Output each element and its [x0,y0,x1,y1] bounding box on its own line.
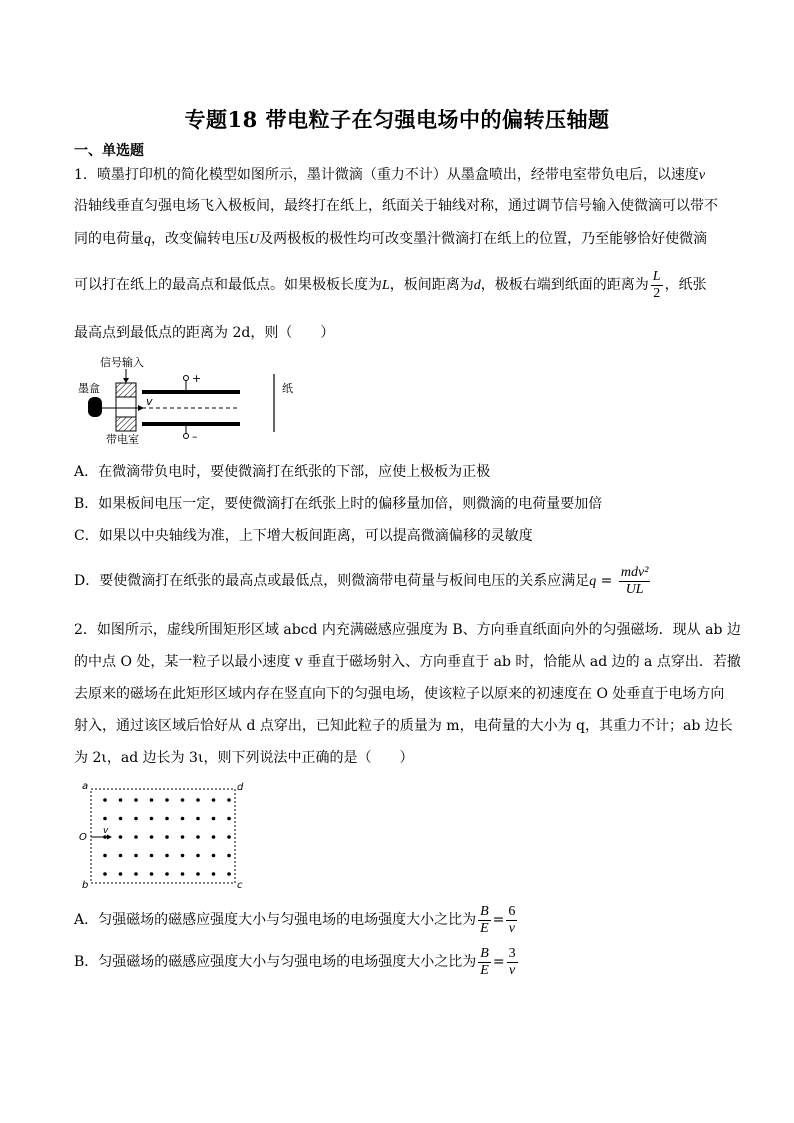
q1-text: ，纸张 [664,277,707,293]
q2-option-b-text: B．匀强磁场的磁感应强度大小与匀强电场的电场强度大小之比为 [74,954,477,970]
q1-text: 可以打在纸上的最高点和最低点。如果极板长度为 [74,277,382,293]
q2-line-4: 射入，通过该区域后恰好从 d 点穿出，已知此粒子的质量为 m，电荷量的大小为 q，其重力不计；ab 边长 [74,718,733,734]
q2-line-3: 去原来的磁场在此矩形区域内存在竖直向下的匀强电场，使该粒子以原来的初速度在 O 处垂直于电场方向 [74,686,725,702]
section-heading: 一、单选题 [74,143,144,159]
field-dot [227,872,231,876]
field-dot [212,835,216,839]
field-dot [227,854,231,858]
field-dot [103,872,107,876]
q1-option-d-q: q [589,574,597,589]
q1-var-d: d [473,278,481,293]
q1-option-d-text: D．要使微滴打在纸张的最高点或最低点，则微滴带电荷量与板间电压的关系应满足 [74,573,590,589]
field-dot [165,835,169,839]
plus-sign: + [192,372,202,385]
field-dot [119,798,123,802]
field-dot [134,854,138,858]
q1-option-d: D．要使微滴打在纸张的最高点或最低点，则微滴带电荷量与板间电压的关系应满足q = $\frac{\text{mdv²}}{UL}$ [74,564,649,597]
field-dot [165,854,169,858]
q1-line-4 [74,265,707,306]
q1-line-5: 最高点到最低点的距离为 2d，则（ ） [74,325,335,341]
field-dot [181,854,185,858]
page-title: 专题18 带电粒子在匀强电场中的偏转压轴题 [184,107,610,132]
q2-line-2: 的中点 O 处，某一粒子以最小速度 v 垂直于磁场射入、方向垂直于 ab 时，恰能从 ad 边的 a 点穿出．若撤 [74,654,741,670]
field-dot [212,854,216,858]
field-dot [119,835,123,839]
q2-option-a: A．匀强磁场的磁感应强度大小与匀强电场的电场强度大小之比为 $\frac{B}{E}$ = $\frac{6}{v}$ [74,903,516,936]
ink-box-label: 墨盒 [78,382,100,395]
field-dot [181,798,185,802]
field-dot [150,835,154,839]
field-dot [134,817,138,821]
q1-text: 同的电荷量 [74,231,144,247]
field-dot [196,854,200,858]
q2-option-a-fraction-value: $\frac{6}{v}$ [508,903,516,936]
charging-chamber-top [116,383,136,397]
q1-var-q: q [144,232,151,247]
q1-text: ，改变偏转电压 [151,231,249,247]
point-o: O [79,832,87,843]
field-dot [227,798,231,802]
field-dot [212,817,216,821]
q2-option-b: B．匀强磁场的磁感应强度大小与匀强电场的电场强度大小之比为 $\frac{B}{E}$ = $\frac{3}{v}$ [74,945,516,978]
field-dot [103,798,107,802]
signal-arrow-head [123,378,129,383]
q1-fraction-L-over-2: $\frac{L}{2}$ [652,268,661,301]
field-dot [119,872,123,876]
q1-text: ，板间距离为 [389,277,474,293]
lower-plate [142,422,240,426]
field-dot [181,872,185,876]
q1-var-U: U [249,232,260,247]
q1-text: ，极板右端到纸面的距离为 [480,277,649,293]
q1-option-d-fraction: $\frac{\text{mdv²}}{UL}$ [620,564,649,597]
q1-line-1 [74,165,705,186]
corner-d: d [237,782,244,793]
corner-b: b [82,880,89,891]
field-dot [181,835,185,839]
field-dot [150,854,154,858]
field-dot [227,835,231,839]
field-dot [196,872,200,876]
charging-chamber [116,397,136,417]
upper-terminal [184,376,189,381]
signal-input-label: 信号输入 [100,356,144,369]
field-dot [134,835,138,839]
minus-sign: – [192,430,198,442]
velocity-label: v [146,395,153,408]
q1-option-a: A．在微滴带负电时，要使微滴打在纸张的下部，应使上极板为正极 [74,464,491,480]
q1-figure-inkjet [78,352,308,442]
field-dot [119,817,123,821]
field-dot [150,872,154,876]
lower-terminal [184,434,189,439]
field-dot [212,798,216,802]
q1-line-3 [74,229,707,250]
paper-label: 纸 [282,382,293,395]
field-dots [103,798,231,876]
field-dot [103,817,107,821]
charge-chamber-label: 带电室 [106,433,139,446]
field-dot [134,872,138,876]
field-dot [165,817,169,821]
field-dot [165,872,169,876]
q1-option-c: C．如果以中央轴线为准，上下增大板间距离，可以提高微滴偏移的灵敏度 [74,528,533,544]
q1-var-L: L [382,278,390,293]
corner-a: a [82,781,89,792]
field-dot [150,798,154,802]
field-dot [227,817,231,821]
q1-var-v: v [698,168,706,183]
field-dot [212,872,216,876]
q1-text: 1．喷墨打印机的简化模型如图所示，墨计微滴（重力不计）从墨盒喷出，经带电室带负电后，以速度 [74,167,699,183]
field-dot [196,798,200,802]
q2-option-b-fraction-value: $\frac{3}{v}$ [508,945,516,978]
field-dot [196,835,200,839]
q2-option-a-fraction-be: $\frac{B}{E}$ [480,903,489,936]
field-dot [181,817,185,821]
q1-text: 及两极板的极性均可改变墨汁微滴打在纸上的位置，乃至能够恰好使微滴 [259,231,708,247]
field-dot [119,854,123,858]
q2-option-a-text: A．匀强磁场的磁感应强度大小与匀强电场的电场强度大小之比为 [74,912,477,928]
q2-option-b-fraction-be: $\frac{B}{E}$ [480,945,489,978]
q2-line-1: 2．如图所示，虚线所围矩形区域 abcd 内充满磁感应强度为 B、方向垂直纸面向外的匀强磁场．现从 ab 边 [74,622,741,638]
velocity-v: v [103,826,109,836]
field-dot [150,817,154,821]
q1-option-b: B．如果板间电压一定，要使微滴打在纸张上时的偏移量加倍，则微滴的电荷量要加倍 [74,496,603,512]
ink-box [88,397,102,417]
q2-line-5: 为 2ι，ad 边长为 3ι，则下列说法中正确的是（ ） [74,750,414,766]
q1-line-2: 沿轴线垂直匀强电场飞入极板间，最终打在纸上，纸面关于轴线对称，通过调节信号输入使微滴可以带不 [74,198,718,214]
corner-c: c [237,880,243,891]
field-dot [103,854,107,858]
q2-figure-field [76,780,246,892]
field-dot [134,798,138,802]
upper-plate [142,390,240,394]
field-dot [196,817,200,821]
field-dot [165,798,169,802]
charging-chamber-bottom [116,417,136,431]
